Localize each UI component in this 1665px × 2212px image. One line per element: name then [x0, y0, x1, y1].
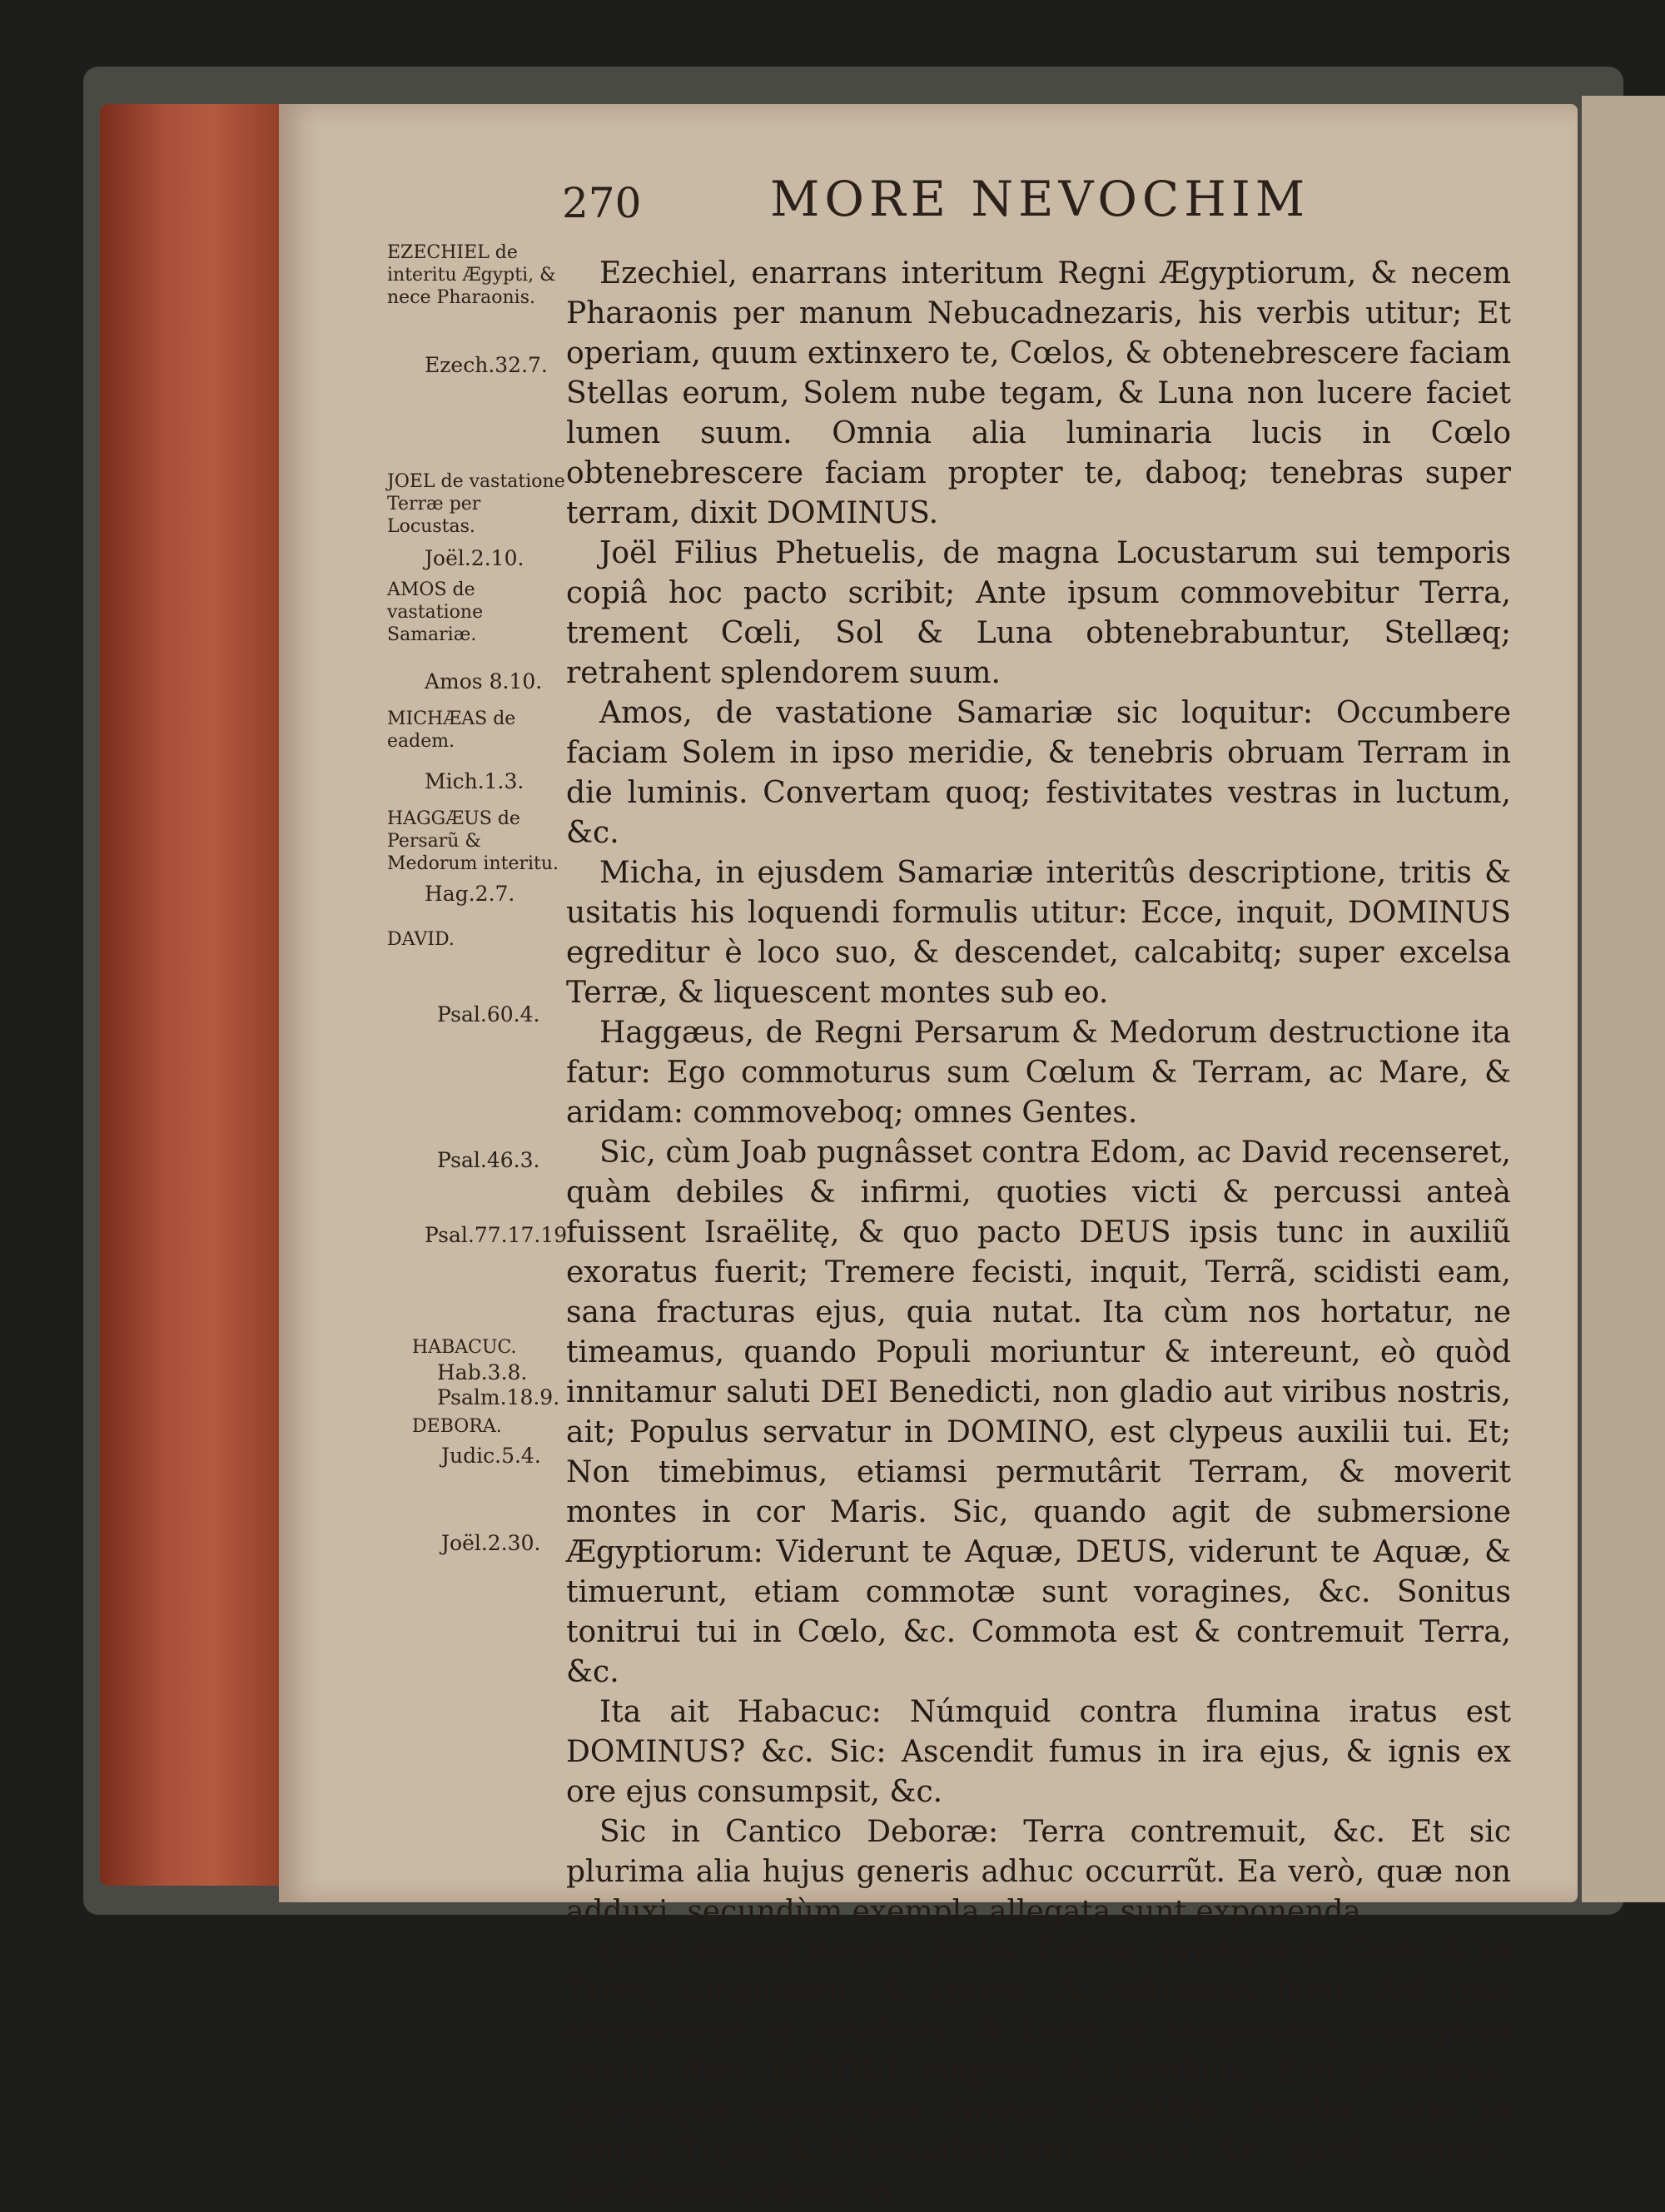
paragraph: Joël Filius Phetuelis, de magna Locustarum sui temporis copiâ hoc pacto scribit; Ante ipsum commovebitur Terra, trement Cœli, Sol & Luna obtenebrabuntur, Stellæq; retrahent splendorem suum. [566, 536, 1511, 690]
marginalia [279, 104, 574, 1902]
scripture-reference: Psal.60.4. [437, 1002, 540, 1026]
scripture-reference: Joël.2.10. [425, 546, 524, 570]
marginal-note: DEBORA. [412, 1416, 502, 1437]
running-title: MORE NEVOCHIM [770, 171, 1310, 227]
paragraph: Sic, cùm Joab pugnâsset contra Edom, ac David recenseret, quàm debiles & infirmi, quoties victi & percussi anteà fuissent Israëlitę, & quo pacto DEUS ipsis tunc in auxiliũ exoratus fuerit; Tremere fecisti, inquit, Terrã, scidisti eam, sana fracturas ejus, quia nutat. Ita cùm nos hortatur, ne timeamus, quando Populi moriuntur & intereunt, eò quòd innitamur saluti DEI Benedicti, non gladio aut viribus nostris, ait; Populus servatur in DOMINO, est clypeus auxilii tui. Et; Non timebimus, etiamsi permutârit Terram, & moverit montes in cor Maris. Sic, quando agit de submersione Ægyptiorum: Viderunt te Aquæ, DEUS, viderunt te Aquæ, & timuerunt, etiam commotæ sunt voragines, &c. Sonitus tonitrui tui in Cœlo, &c. Commota est & contremuit Terra, &c. [566, 1136, 1511, 1689]
marginal-note: MICHÆAS de eadem. [387, 708, 516, 752]
book-page [279, 104, 1578, 2209]
paragraph: Sic in Cantico Deboræ: Terra contremuit, &c. Et sic plurima alia hujus generis adhuc occurrũt. Ea verò, quæ non adduxi, secundùm exempla allegata sunt exponenda. [566, 1815, 1511, 1929]
marginal-note: DAVID. [387, 929, 455, 950]
scripture-reference: Judic.5.4. [441, 1444, 541, 1468]
scripture-reference: Ezech.32.7. [425, 353, 548, 377]
paragraph: Amos, de vastatione Samariæ sic loquitur: Occumbere faciam Solem in ipso meridie, & tenebris obruam Terram in die luminis. Convertam quoq; festivitates vestras in luctum, &c. [566, 696, 1511, 850]
paragraph: Quod attinet dictum Joëlis: Daboq; prodigia in Cœlo & in Terra, sanguinem, & ignem, & columnas fumi. Sol ipse convertetur in tenebras, & Luna in sanguinem, antequàm veniat dies DOMINI magnus & terribilis. Erit prætereà, quicunque invocaverit Nomen DOMINI, evadet; nam in monte Tzijon & Hierusalem erit evasio, &c. quod, inquam, hoc dictum attinet, id [566, 1935, 1511, 2209]
paragraph: Micha, in ejusdem Samariæ interitûs descriptione, tritis & usitatis his loquendi formulis utitur: Ecce, inquit, DOMINUS egreditur è loco suo, & descendet, calcabitq; super excelsa Terræ, & liquescent montes sub eo. [566, 856, 1511, 1010]
scripture-reference: Hag.2.7. [425, 882, 515, 906]
main-text [566, 254, 1511, 2212]
facing-page-edge [1582, 96, 1665, 1902]
scripture-reference: Amos 8.10. [425, 669, 543, 693]
marginal-note: HABACUC. [412, 1337, 517, 1358]
scripture-reference: Psal.77.17.19. [425, 1223, 574, 1247]
marginal-note: HAGGÆUS de Persarũ & Medorum interitu. [387, 808, 559, 874]
paragraph: Haggæus, de Regni Persarum & Medorum destructione ita fatur: Ego commoturus sum Cœlum & Terram, ac Mare, & aridam: commoveboq; omnes Gentes. [566, 1016, 1511, 1130]
page-edge [100, 104, 287, 1886]
scripture-reference: Hab.3.8. [437, 1360, 528, 1384]
scripture-reference: Mich.1.3. [425, 769, 524, 793]
paragraph: Ezechiel, enarrans interitum Regni Ægyptiorum, & necem Pharaonis per manum Nebucadnezaris, his verbis utitur; Et operiam, quum extinxero te, Cœlos, & obtenebrescere faciam Stellas eorum, Solem nube tegam, & Luna non lucere faciet lumen suum. Omnia alia luminaria lucis in Cœlo obtenebrescere faciam propter te, daboq; tenebras super terram, dixit DOMINUS. [566, 256, 1511, 530]
paragraph: Ita ait Habacuc: Númquid contra flumina iratus est DOMINUS? &c. Sic: Ascendit fumus in ira ejus, & ignis ex ore ejus consumpsit, &c. [566, 1695, 1511, 1809]
scripture-reference: Joël.2.30. [441, 1531, 541, 1555]
scripture-reference: Psal.46.3. [437, 1148, 540, 1172]
marginal-note: AMOS de vastatione Samariæ. [387, 579, 484, 645]
marginal-note: JOEL de vastatione Terræ per Locustas. [387, 471, 565, 537]
page-number: 270 [562, 179, 642, 227]
marginal-note: EZECHIEL de interitu Ægypti, & nece Pharaonis. [387, 242, 556, 308]
scripture-reference: Psalm.18.9. [437, 1385, 560, 1409]
